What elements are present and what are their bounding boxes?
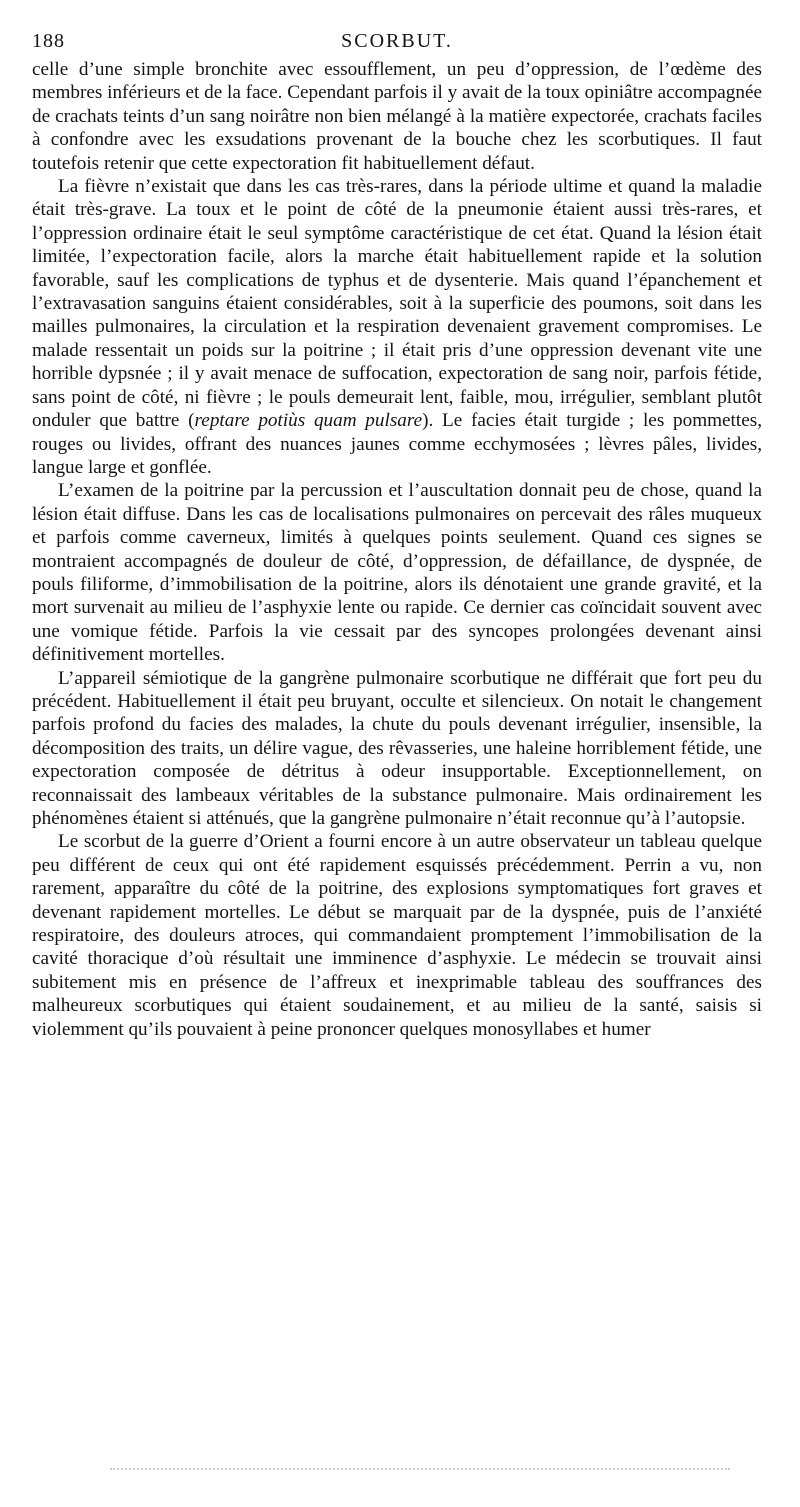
page-number: 188: [32, 30, 65, 52]
paragraph: [32, 479, 762, 666]
page-header: [32, 30, 762, 58]
paragraph-text: celle d’une simple bronchite avec essoufflement, un peu d’oppression, de l’œdème des membres inférieurs et de la face. Cependant parfois il y avait de la toux opiniâtre accompagnée de crachats teints d’un sang noirâtre non bien mélangé à la matière expectorée, crachats faciles à confondre avec les exsudations provenant de la bouche chez les scorbutiques. Il faut toutefois retenir que cette expectoration fit habituellement défaut.: [32, 59, 762, 174]
book-page: [32, 30, 762, 1041]
body-text: [32, 58, 762, 1041]
scan-noise-marks: [110, 1468, 730, 1474]
paragraph-text: L’appareil sémiotique de la gangrène pulmonaire scorbutique ne différait que fort peu du précédent. Habituellement il était peu bruyant, occulte et silencieux. On notait le changement parfois profond du facies des malades, la chute du pouls devenant irrégulier, insensible, la décomposition des traits, un délire vague, des rêvasseries, une haleine horriblement fétide, une expectoration composée de détritus à odeur insupportable. Exceptionnellement, on reconnaissait des lambeaux véritables de la substance pulmonaire. Mais ordinairement les phénomènes étaient si atténués, que la gangrène pulmonaire n’était reconnue qu’à l’autopsie.: [32, 667, 762, 829]
italic-phrase: reptare potiùs quam pulsare: [194, 410, 423, 432]
paragraph-text: L’examen de la poitrine par la percussion et l’auscultation donnait peu de chose, quand la lésion était diffuse. Dans les cas de localisations pulmonaires on percevait des râles muqueux et parfois comme caverneux, limités à quelques points seulement. Quand ces signes se montraient accompagnés de douleur de côté, d’oppression, de défaillance, de dyspnée, de pouls filiforme, d’immobilisation de la poitrine, alors ils dénotaient une grande gravité, et la mort survenait au milieu de l’asphyxie lente ou rapide. Ce dernier cas coïncidait souvent avec une vomique fétide. Parfois la vie cessait par des syncopes prolongées devenant ainsi définitivement mortelles.: [32, 480, 762, 666]
paragraph: [32, 58, 762, 175]
paragraph: [32, 175, 762, 479]
paragraph: [32, 830, 762, 1041]
paragraph-text: La fièvre n’existait que dans les cas très-rares, dans la période ultime et quand la maladie était très-grave. La toux et le point de côté de la pneumonie étaient aussi très-rares, et l’oppression ordinaire était le seul symptôme caractéristique de cet état. Quand la lésion était limitée, l’expectoration facile, alors la marche était habituellement rapide et la solution favorable, sauf les complications de typhus et de dysenterie. Mais quand l’épanchement et l’extravasation sanguins étaient considérables, soit à la superficie des poumons, soit dans les mailles pulmonaires, la circulation et la respiration devenaient gravement compromises. Le malade ressentait un poids sur la poitrine ; il était pris d’une oppression devenant vite une horrible dypsnée ; il y avait menace de suffocation, expectoration de sang noir, parfois fétide, sans point de côté, ni fièvre ; le pouls demeurait lent, faible, mou, irrégulier, semblant plutôt onduler que battre (: [32, 176, 762, 432]
paragraph-text: ). Le facies était turgide ; les pommettes, rouges ou livides, offrant des nuances jaunes comme ecchymosées ; lèvres pâles, livides, langue large et gonflée.: [32, 410, 762, 478]
paragraph: [32, 667, 762, 831]
paragraph-text: Le scorbut de la guerre d’Orient a fourni encore à un autre observateur un tableau quelque peu différent de ceux qui ont été rapidement esquissés précédemment. Perrin a vu, non rarement, apparaître du côté de la poitrine, des explosions symptomatiques fort graves et devenant rapidement mortelles. Le début se marquait par de la dyspnée, puis de l’anxiété respiratoire, des douleurs atroces, qui commandaient promptement l’immobilisation de la cavité thoracique d’où résultait une imminence d’asphyxie. Le médecin se trouvait ainsi subitement mis en présence de l’affreux et inexprimable tableau des souffrances des malheureux scorbutiques qui étaient soudainement, et au milieu de la santé, saisis si violemment qu’ils pouvaient à peine prononcer quelques monosyllabes et humer: [32, 831, 762, 1040]
running-title: SCORBUT.: [341, 30, 453, 52]
